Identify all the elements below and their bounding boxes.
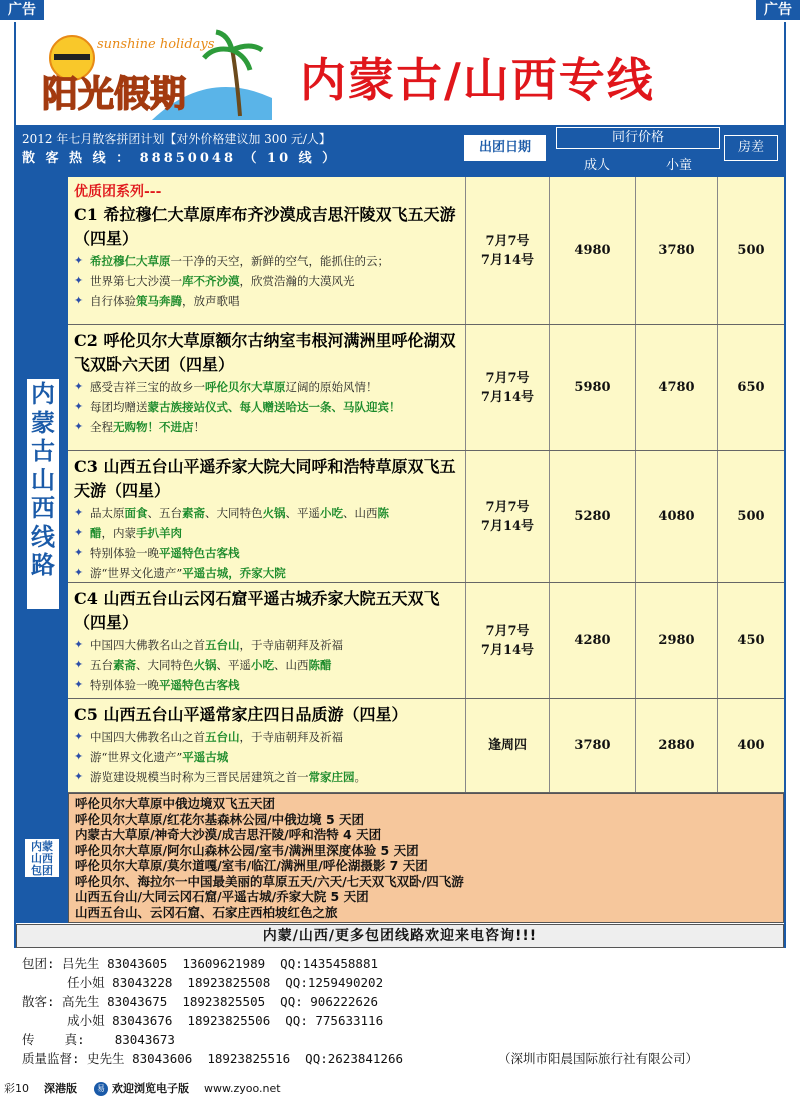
bullet: ✦ 感受吉祥三宝的故乡一呼伦贝尔大草原辽阔的原始风情！ bbox=[74, 377, 459, 397]
col-child-header: 小童 bbox=[638, 151, 720, 175]
page-title: 内蒙古/山西专线 bbox=[300, 53, 655, 107]
ebook-text: 欢迎浏览电子版 bbox=[112, 1082, 189, 1095]
table-header bbox=[16, 125, 784, 177]
page-number: 彩10 bbox=[4, 1082, 29, 1095]
price-adult: 3780 bbox=[550, 699, 636, 792]
package-item: 呼伦贝尔大草原/莫尔道嘎/室韦/临江/满洲里/呼伦湖摄影 7 天团 bbox=[75, 858, 428, 873]
route-title: C2 呼伦贝尔大草原额尔古纳室韦根河满洲里呼伦湖双飞双卧六天团（四星） bbox=[74, 331, 456, 374]
package-item: 呼伦贝尔大草原/阿尔山森林公园/室韦/满洲里深度体验 5 天团 bbox=[75, 842, 419, 858]
logo-wordmark: 阳光假期 bbox=[42, 74, 187, 115]
contact-line: 包团: 吕先生 83043605 13609621989 QQ:1435458881 bbox=[22, 956, 378, 971]
price-single: 500 bbox=[737, 243, 765, 258]
contact-line: 质量监督: 史先生 83043606 18923825516 QQ:2623841266 bbox=[22, 1051, 404, 1066]
route-row-c4 bbox=[68, 583, 784, 699]
price-single: 400 bbox=[737, 738, 765, 753]
bullet: ✦ 游“世界文化遗产”平遥古城，乔家大院 bbox=[74, 563, 459, 583]
route-dates: 7月7号 7月14号 bbox=[466, 451, 550, 582]
price-child: 2880 bbox=[636, 699, 718, 792]
bullet: ✦ 全程无购物！不进店！ bbox=[74, 417, 459, 437]
col-peer-header: 同行价格 bbox=[556, 127, 720, 149]
route-title: C5 山西五台山平遥常家庄四日品质游（四星） bbox=[74, 705, 408, 724]
package-label: 内蒙山西包团 bbox=[24, 838, 60, 878]
col-single-header: 房差 bbox=[724, 135, 778, 161]
contact-line: 成小姐 83043676 18923825506 QQ: 775633116 bbox=[22, 1013, 384, 1028]
bullet: ✦ 每团均赠送蒙古族接站仪式、每人赠送哈达一条、马队迎宾！ bbox=[74, 397, 459, 417]
price-adult: 4980 bbox=[550, 177, 636, 324]
route-title: C1 希拉穆仁大草原库布齐沙漠成吉思汗陵双飞五天游（四星） bbox=[74, 205, 456, 248]
bullet: ✦ 中国四大佛教名山之首五台山，于寺庙朝拜及祈福 bbox=[74, 727, 459, 747]
package-item: 呼伦贝尔大草原中俄边境双飞五天团 bbox=[75, 796, 276, 811]
logo-arc-text: sunshine holidays bbox=[97, 37, 215, 52]
price-adult: 5980 bbox=[550, 325, 636, 450]
side-label: 内蒙古山西线路 bbox=[31, 380, 55, 579]
ad-tag-right: 广告 bbox=[756, 0, 800, 20]
package-item: 山西五台山、云冈石窟、石家庄西柏坡红色之旅 bbox=[75, 904, 338, 920]
bullet: ✦ 五台素斋、大同特色火锅、平遥小吃、山西陈醋 bbox=[74, 655, 459, 675]
route-title: C4 山西五台山云冈石窟平遥古城乔家大院五天双飞（四星） bbox=[74, 589, 440, 632]
ebook-icon: 易 bbox=[94, 1082, 108, 1096]
route-row-c2 bbox=[68, 325, 784, 451]
route-row-c5 bbox=[68, 699, 784, 793]
price-child: 4780 bbox=[636, 325, 718, 450]
contact-line: 任小姐 83043228 18923825508 QQ:1259490202 bbox=[22, 975, 384, 990]
route-row-c3 bbox=[68, 451, 784, 583]
package-item: 山西五台山/大同云冈石窟/平遥古城/乔家大院 5 天团 bbox=[75, 889, 369, 904]
edition: 深港版 bbox=[44, 1082, 77, 1095]
bullet: ✦ 自行体验策马奔腾，放声歌唱 bbox=[74, 291, 459, 311]
col-adult-header: 成人 bbox=[556, 151, 638, 175]
price-child: 2980 bbox=[636, 583, 718, 698]
bullet-continued: ✦ 醋，内蒙手扒羊肉 bbox=[74, 523, 459, 543]
route-dates: 7月7号 7月14号 bbox=[466, 325, 550, 450]
price-child: 4080 bbox=[636, 451, 718, 582]
package-footer: 内蒙/山西/更多包团线路欢迎来电咨询!!! bbox=[16, 924, 784, 948]
contact-line: 传 真: 83043673 bbox=[22, 1032, 175, 1047]
bullet: ✦ 特别体验一晚平遥特色古客栈 bbox=[74, 543, 459, 563]
series-title: 优质团系列--- bbox=[74, 184, 162, 200]
bullet: ✦ 中国四大佛教名山之首五台山，于寺庙朝拜及祈福 bbox=[74, 635, 459, 655]
page-footer bbox=[0, 1078, 800, 1100]
route-row-c1 bbox=[68, 177, 784, 325]
price-single: 500 bbox=[737, 509, 765, 524]
route-dates: 7月7号 7月14号 bbox=[466, 177, 550, 324]
hotline-text: 散 客 热 线 ： 88850048 （ 10 线 ） bbox=[22, 151, 339, 166]
bullet: ✦ 游“世界文化遗产”平遥古城 bbox=[74, 747, 459, 767]
package-list bbox=[68, 793, 784, 923]
bullet: ✦ 希拉穆仁大草原一干净的天空，新鲜的空气，能抓住的云； bbox=[74, 251, 459, 271]
price-adult: 4280 bbox=[550, 583, 636, 698]
price-single: 450 bbox=[737, 633, 765, 648]
ad-tag-left: 广告 bbox=[0, 0, 44, 20]
price-adult: 5280 bbox=[550, 451, 636, 582]
contact-line: 散客: 高先生 83043675 18923825505 QQ: 906222626 bbox=[22, 994, 378, 1009]
route-dates: 逢周四 bbox=[466, 699, 550, 792]
price-single: 650 bbox=[737, 380, 765, 395]
route-title: C3 山西五台山平遥乔家大院大同呼和浩特草原双飞五天游（四星） bbox=[74, 457, 456, 500]
bullet: ✦ 游览建设规模当时称为三晋民居建筑之首一常家庄园。 bbox=[74, 767, 459, 787]
company-name: （深圳市阳晨国际旅行社有限公司） bbox=[498, 1051, 699, 1066]
package-item: 呼伦贝尔、海拉尔一中国最美丽的草原五天/六天/七天双飞双卧/四飞游 bbox=[75, 873, 464, 889]
bullet: ✦ 品太原面食、五台素斋、大同特色火锅、平遥小吃、山西陈 bbox=[74, 503, 459, 523]
route-dates: 7月7号 7月14号 bbox=[466, 583, 550, 698]
package-item: 呼伦贝尔大草原/红花尔基森林公园/中俄边境 5 天团 bbox=[75, 811, 365, 827]
logo-icon bbox=[32, 28, 272, 120]
col-date-header: 出团日期 bbox=[464, 135, 546, 161]
plan-text: 2012 年七月散客拼团计划【对外价格建议加 300 元/人】 bbox=[22, 132, 331, 146]
bullet: ✦ 特别体验一晚平遥特色古客栈 bbox=[74, 675, 459, 695]
bullet: ✦ 世界第七大沙漠一库不齐沙漠，欣赏浩瀚的大漠风光 bbox=[74, 271, 459, 291]
website-link[interactable]: www.zyoo.net bbox=[204, 1082, 281, 1095]
price-child: 3780 bbox=[636, 177, 718, 324]
package-item: 内蒙古大草原/神奇大沙漠/成吉思汗陵/呼和浩特 4 天团 bbox=[75, 827, 382, 842]
